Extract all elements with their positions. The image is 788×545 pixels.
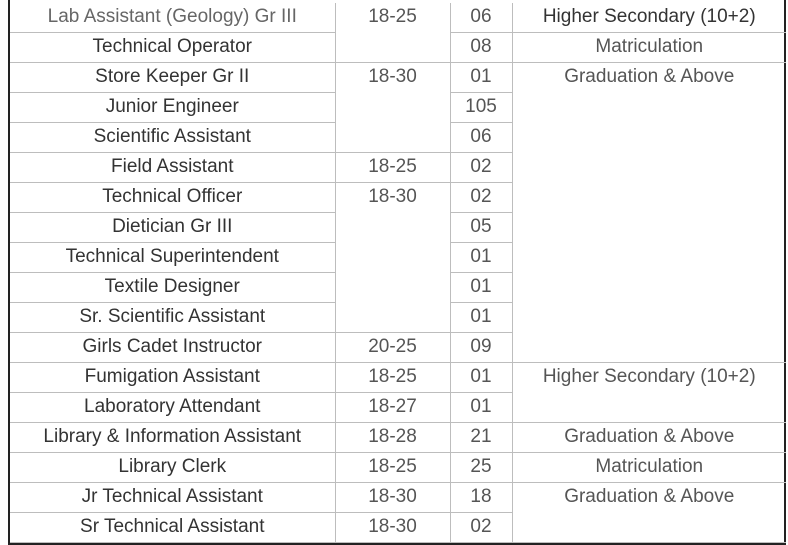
- vacancy-count: 02: [450, 513, 512, 543]
- qualification: Graduation & Above: [512, 483, 786, 543]
- post-name: Sr Technical Assistant: [10, 513, 335, 543]
- table-row: [10, 483, 786, 513]
- qualification: Matriculation: [512, 33, 786, 63]
- age-limit: 18-30: [335, 513, 450, 543]
- vacancy-count: 09: [450, 333, 512, 363]
- post-name: Technical Officer: [10, 183, 335, 213]
- vacancy-count: 21: [450, 423, 512, 453]
- qualification: Higher Secondary (10+2): [512, 363, 786, 423]
- vacancy-count: 01: [450, 273, 512, 303]
- vacancy-count: 08: [450, 33, 512, 63]
- post-name: Fumigation Assistant: [10, 363, 335, 393]
- vacancy-count: 18: [450, 483, 512, 513]
- age-limit: 18-30: [335, 183, 450, 333]
- vacancy-count: 05: [450, 213, 512, 243]
- age-limit: 18-28: [335, 423, 450, 453]
- age-limit: 18-30: [335, 63, 450, 153]
- vacancy-count: 01: [450, 393, 512, 423]
- vacancy-count: 02: [450, 183, 512, 213]
- age-limit: 20-25: [335, 333, 450, 363]
- vacancy-count: 06: [450, 3, 512, 33]
- post-name: Junior Engineer: [10, 93, 335, 123]
- post-name: Jr Technical Assistant: [10, 483, 335, 513]
- age-limit: 18-25: [335, 3, 450, 63]
- vacancy-count: 01: [450, 63, 512, 93]
- qualification: Graduation & Above: [512, 63, 786, 363]
- table-row: [10, 363, 786, 393]
- post-name: Girls Cadet Instructor: [10, 333, 335, 363]
- post-name: Scientific Assistant: [10, 123, 335, 153]
- post-name: Field Assistant: [10, 153, 335, 183]
- vacancy-table: [10, 3, 786, 543]
- age-limit: 18-30: [335, 483, 450, 513]
- vacancy-count: 06: [450, 123, 512, 153]
- vacancy-count: 02: [450, 153, 512, 183]
- vacancy-count: 01: [450, 303, 512, 333]
- vacancy-count: 25: [450, 453, 512, 483]
- age-limit: 18-27: [335, 393, 450, 423]
- vacancy-count: 105: [450, 93, 512, 123]
- post-name: Technical Superintendent: [10, 243, 335, 273]
- post-name: Technical Operator: [10, 33, 335, 63]
- table-row: [10, 63, 786, 93]
- vacancy-count: 01: [450, 363, 512, 393]
- table-row: [10, 453, 786, 483]
- qualification: Graduation & Above: [512, 423, 786, 453]
- table-row: [10, 3, 786, 33]
- age-limit: 18-25: [335, 363, 450, 393]
- qualification: Matriculation: [512, 453, 786, 483]
- post-name: Library & Information Assistant: [10, 423, 335, 453]
- post-name: Dietician Gr III: [10, 213, 335, 243]
- post-name: Library Clerk: [10, 453, 335, 483]
- age-limit: 18-25: [335, 453, 450, 483]
- post-name: Textile Designer: [10, 273, 335, 303]
- table-row: [10, 423, 786, 453]
- post-name: Lab Assistant (Geology) Gr III: [10, 3, 335, 33]
- post-name: Sr. Scientific Assistant: [10, 303, 335, 333]
- age-limit: 18-25: [335, 153, 450, 183]
- post-name: Laboratory Attendant: [10, 393, 335, 423]
- vacancy-count: 01: [450, 243, 512, 273]
- post-name: Store Keeper Gr II: [10, 63, 335, 93]
- qualification: Higher Secondary (10+2): [512, 3, 786, 33]
